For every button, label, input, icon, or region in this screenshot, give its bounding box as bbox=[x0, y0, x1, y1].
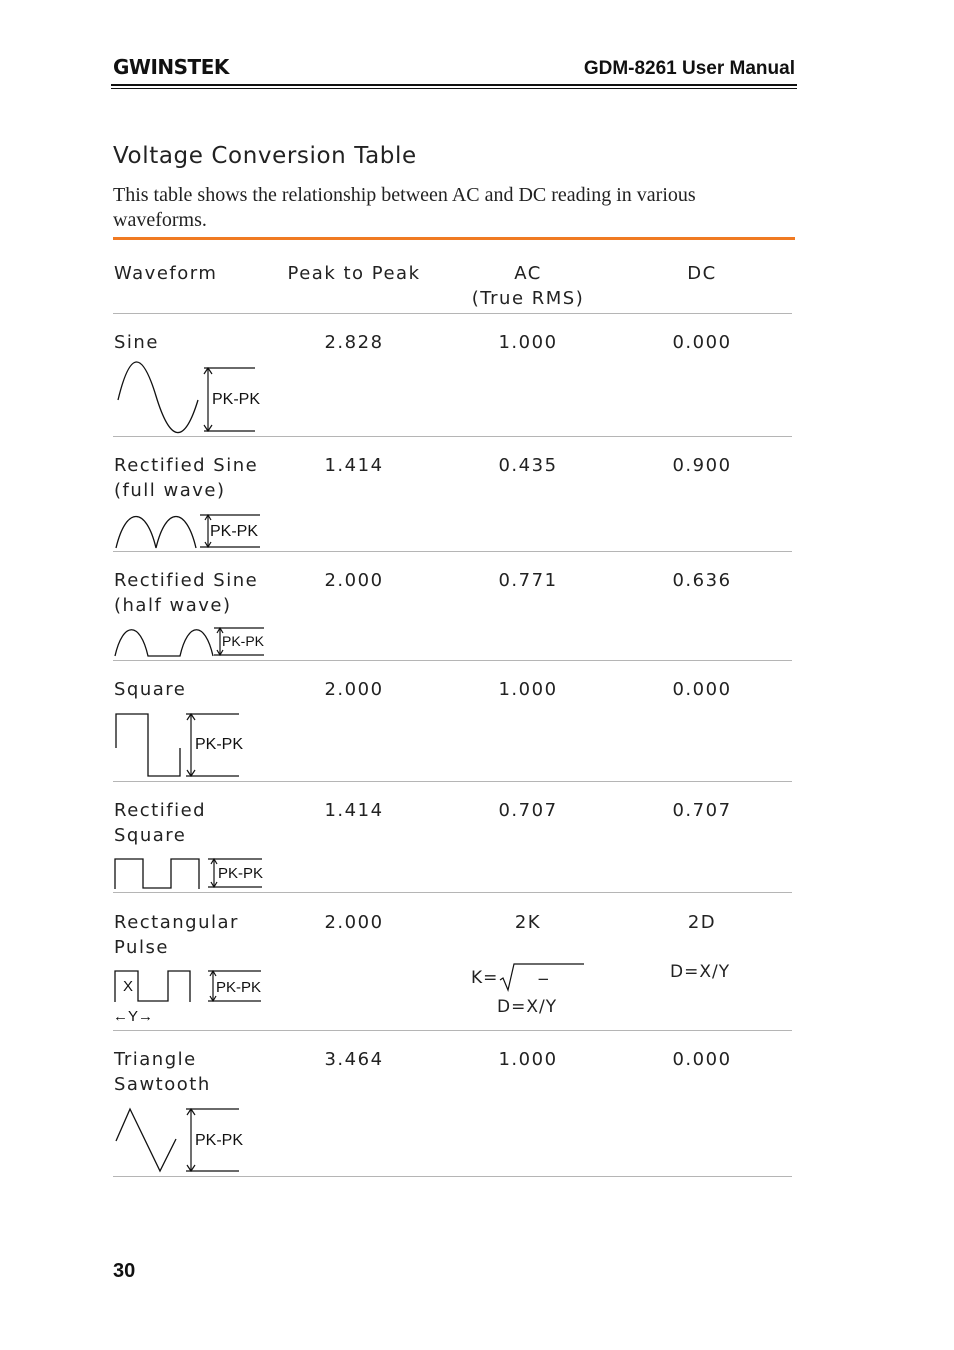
ac-value: 0.771 bbox=[498, 570, 558, 591]
peak-value: 2.000 bbox=[324, 679, 384, 700]
header-divider bbox=[113, 313, 792, 314]
rectified-square-wave-diagram bbox=[112, 855, 272, 893]
ac-value: 1.000 bbox=[498, 1049, 558, 1070]
square-wave-diagram bbox=[112, 708, 272, 782]
section-title: Voltage Conversion Table bbox=[113, 143, 417, 169]
pk-pk-label: PK-PK bbox=[195, 736, 244, 753]
col-header-waveform: Waveform bbox=[114, 263, 218, 284]
waveform-name: Rectified bbox=[114, 800, 207, 821]
peak-value: 3.464 bbox=[324, 1049, 384, 1070]
page-number: 30 bbox=[113, 1260, 136, 1282]
ac-value: 0.707 bbox=[498, 800, 558, 821]
waveform-name-sub: Pulse bbox=[114, 937, 169, 958]
waveform-name: Rectified Sine bbox=[114, 455, 259, 476]
row-divider bbox=[113, 781, 792, 782]
peak-value: 2.000 bbox=[324, 570, 384, 591]
ac-value: 1.000 bbox=[498, 332, 558, 353]
row-divider bbox=[113, 892, 792, 893]
peak-value: 1.414 bbox=[324, 800, 384, 821]
pk-pk-label: PK-PK bbox=[210, 523, 259, 540]
waveform-name: Sine bbox=[114, 332, 159, 353]
row-divider bbox=[113, 1030, 792, 1031]
dc-d-formula: D=X/Y bbox=[670, 962, 731, 982]
ac-d-formula: D=X/Y bbox=[497, 997, 558, 1017]
dc-value: 0.707 bbox=[672, 800, 732, 821]
col-header-dc: DC bbox=[687, 263, 717, 284]
waveform-name: Triangle bbox=[114, 1049, 197, 1070]
ac-value: 0.435 bbox=[498, 455, 558, 476]
row-divider bbox=[113, 660, 792, 661]
period-y-label: ←Y→ bbox=[113, 1008, 154, 1025]
dc-value: 2D bbox=[687, 912, 717, 933]
rectangular-pulse-diagram bbox=[112, 966, 272, 1026]
manual-title: GDM-8261 User Manual bbox=[583, 58, 795, 79]
waveform-name: Square bbox=[114, 679, 187, 700]
ac-value: 1.000 bbox=[498, 679, 558, 700]
k-formula-fraction-bar: − bbox=[537, 970, 551, 988]
pk-pk-label: PK-PK bbox=[218, 865, 264, 882]
sine-wave-diagram bbox=[112, 362, 272, 436]
peak-value: 2.828 bbox=[324, 332, 384, 353]
header-rule bbox=[111, 84, 797, 86]
dc-value: 0.900 bbox=[672, 455, 732, 476]
row-divider bbox=[113, 436, 792, 437]
waveform-name-sub: (half wave) bbox=[114, 595, 232, 616]
waveform-name-sub: Square bbox=[114, 825, 187, 846]
waveform-name: Rectified Sine bbox=[114, 570, 259, 591]
half-wave-rectified-sine-diagram bbox=[112, 624, 272, 660]
k-formula-prefix: K= bbox=[471, 968, 499, 988]
full-wave-rectified-sine-diagram bbox=[112, 510, 272, 552]
pk-pk-label: PK-PK bbox=[216, 979, 262, 996]
pk-pk-label: PK-PK bbox=[195, 1132, 244, 1149]
pulse-width-x-label: X bbox=[123, 978, 134, 995]
waveform-name-sub: (full wave) bbox=[114, 480, 226, 501]
col-header-peak: Peak to Peak bbox=[287, 263, 421, 284]
peak-value: 2.000 bbox=[324, 912, 384, 933]
dc-value: 0.636 bbox=[672, 570, 732, 591]
col-header-ac: AC bbox=[514, 263, 542, 284]
dc-value: 0.000 bbox=[672, 1049, 732, 1070]
pk-pk-label: PK-PK bbox=[222, 633, 265, 649]
table-top-rule bbox=[113, 237, 795, 240]
waveform-name: Rectangular bbox=[114, 912, 239, 933]
header-rule-thin bbox=[111, 88, 797, 89]
brand-logo: GWINSTEK bbox=[113, 55, 229, 79]
ac-value: 2K bbox=[514, 912, 542, 933]
row-divider bbox=[113, 551, 792, 552]
dc-value: 0.000 bbox=[672, 679, 732, 700]
col-header-ac-sub: (True RMS) bbox=[471, 288, 585, 309]
table-bottom-rule bbox=[113, 1176, 792, 1177]
triangle-wave-diagram bbox=[112, 1103, 272, 1177]
intro-paragraph: This table shows the relationship between AC and DC reading in various waveforms. bbox=[113, 184, 696, 231]
pk-pk-label: PK-PK bbox=[212, 391, 261, 408]
peak-value: 1.414 bbox=[324, 455, 384, 476]
waveform-name-sub: Sawtooth bbox=[114, 1074, 211, 1095]
dc-value: 0.000 bbox=[672, 332, 732, 353]
